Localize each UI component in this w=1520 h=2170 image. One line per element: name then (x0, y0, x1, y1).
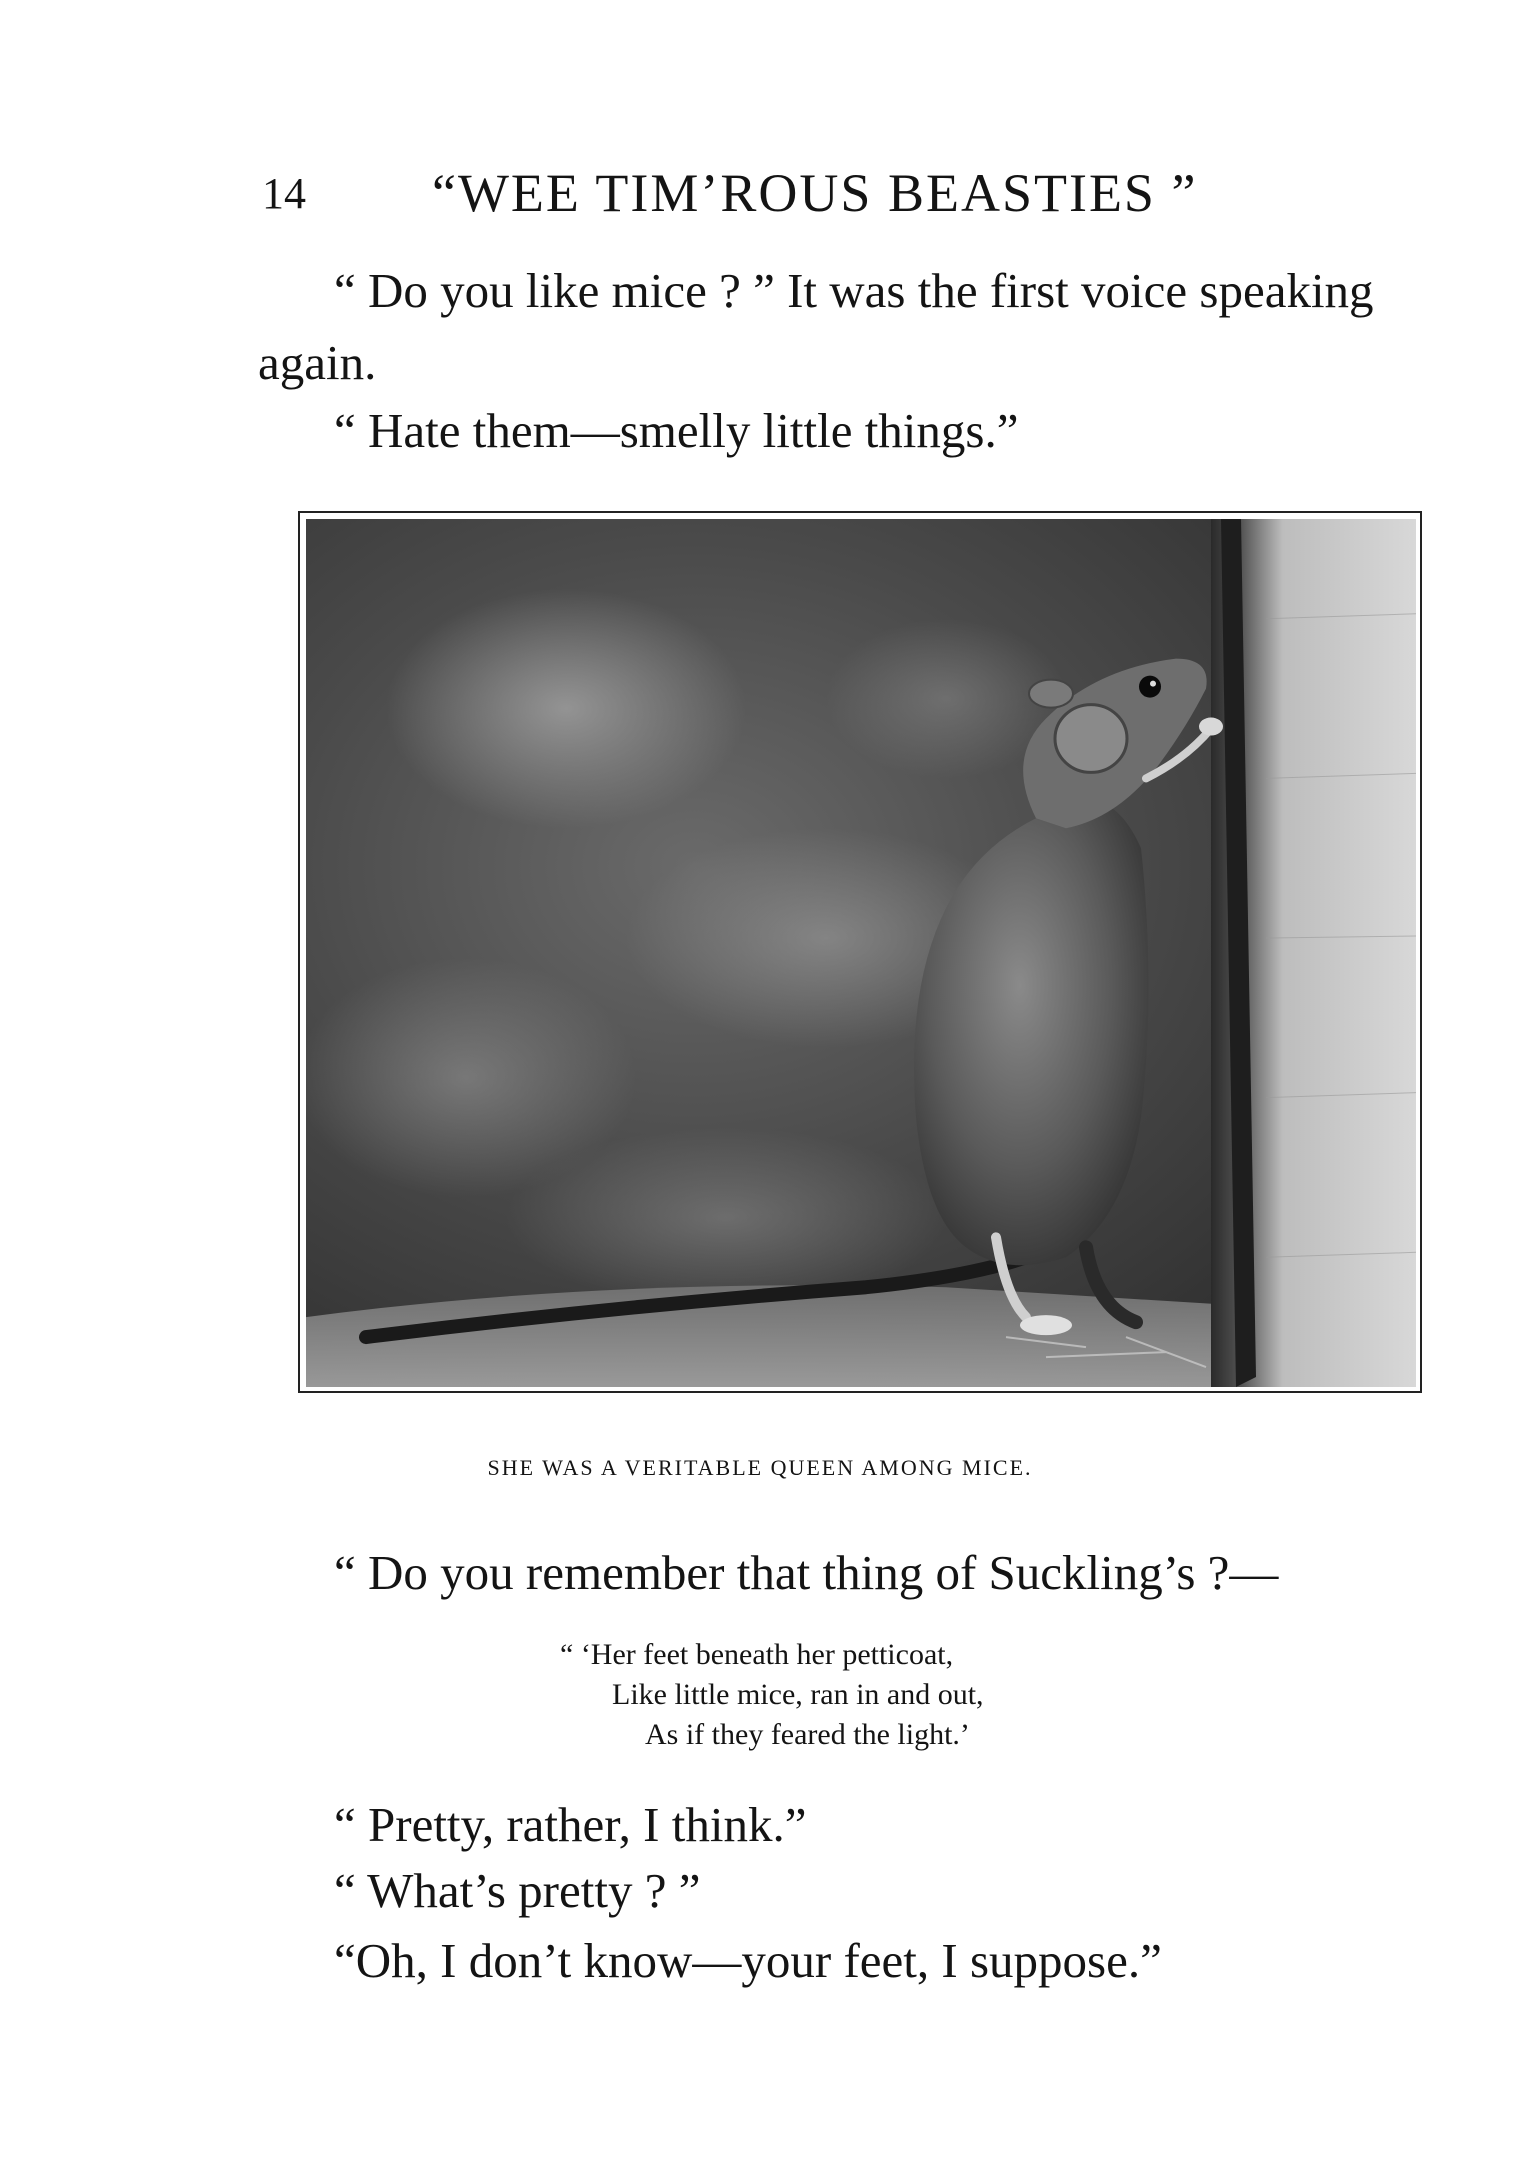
poem-line: As if they feared the light.’ (645, 1718, 970, 1751)
poem-line: Like little mice, ran in and out, (612, 1678, 984, 1711)
page-number: 14 (262, 169, 306, 218)
mouse-photograph (298, 511, 1422, 1393)
poem-line: “ ‘Her feet beneath her petticoat, (560, 1638, 954, 1671)
paragraph-line: “Oh, I don’t know—your feet, I suppose.” (334, 1933, 1162, 1988)
mouse-illustration (306, 519, 1416, 1387)
figure-caption: SHE WAS A VERITABLE QUEEN AMONG MICE. (487, 1455, 1033, 1480)
paragraph-line: “ What’s pretty ? ” (334, 1863, 701, 1918)
paragraph-line: “ Pretty, rather, I think.” (334, 1797, 807, 1852)
photo-frame (306, 519, 1416, 1387)
paragraph-line: “ Do you like mice ? ” It was the first voice speaking (334, 263, 1374, 318)
running-title: “WEE TIM’ROUS BEASTIES ” (432, 163, 1198, 223)
paragraph-line: again. (258, 335, 377, 390)
paragraph-line: “ Hate them—smelly little things.” (334, 403, 1019, 458)
paragraph-line: “ Do you remember that thing of Suckling’s ?— (334, 1545, 1279, 1600)
